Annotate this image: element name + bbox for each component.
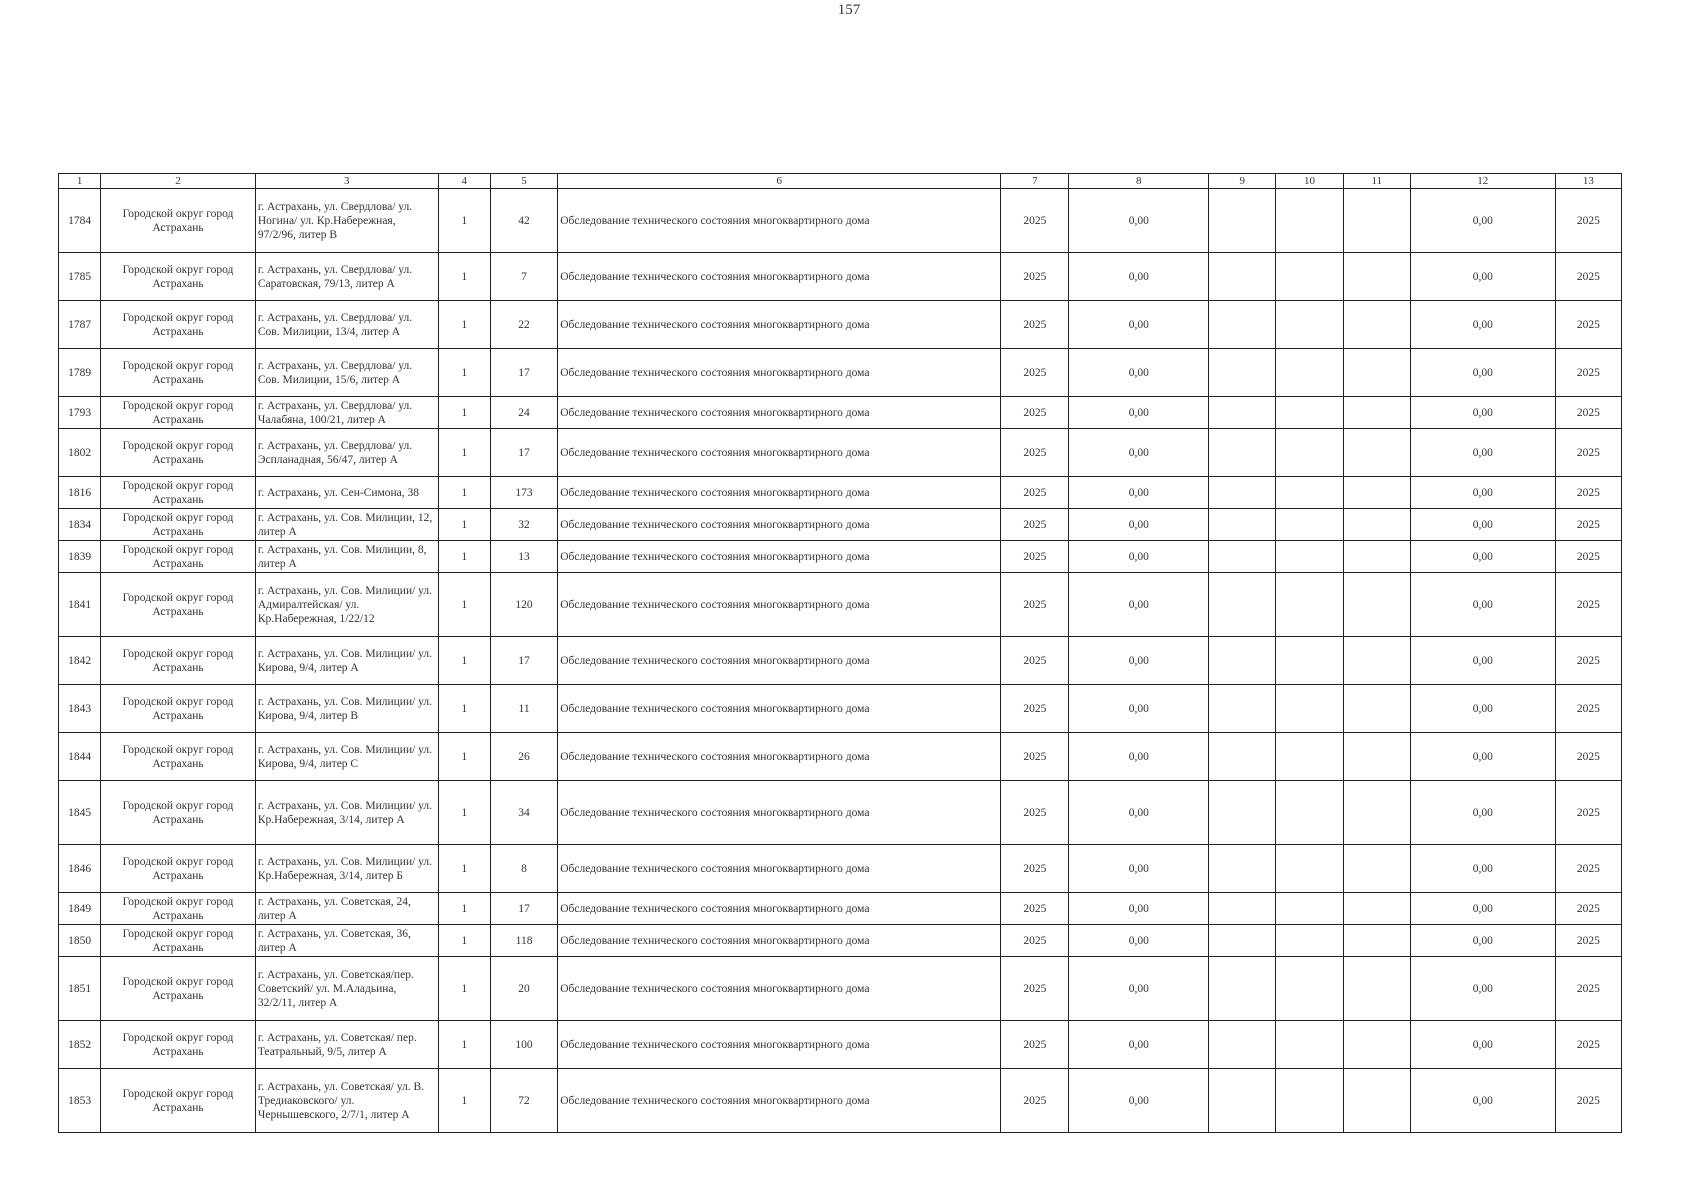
- column-header: 2: [101, 174, 256, 189]
- column-5-cell: 24: [490, 397, 557, 429]
- work-type-cell: Обследование технического состояния многоквартирного дома: [558, 733, 1001, 781]
- column-9-cell: [1209, 893, 1276, 925]
- column-header: 7: [1001, 174, 1069, 189]
- work-type-cell: Обследование технического состояния многоквартирного дома: [558, 893, 1001, 925]
- column-12-cell: 0,00: [1410, 509, 1555, 541]
- column-9-cell: [1209, 253, 1276, 301]
- column-9-cell: [1209, 477, 1276, 509]
- address-cell: г. Астрахань, ул. Сен-Симона, 38: [255, 477, 438, 509]
- column-7-cell: 2025: [1001, 845, 1069, 893]
- municipality-cell: Городской округ город Астрахань: [101, 477, 256, 509]
- table-row: [59, 685, 1622, 733]
- column-11-cell: [1343, 189, 1410, 253]
- column-11-cell: [1343, 637, 1410, 685]
- municipality-cell: Городской округ город Астрахань: [101, 301, 256, 349]
- work-type-cell: Обследование технического состояния многоквартирного дома: [558, 477, 1001, 509]
- table-row: [59, 397, 1622, 429]
- column-12-cell: 0,00: [1410, 477, 1555, 509]
- column-11-cell: [1343, 397, 1410, 429]
- work-type-cell: Обследование технического состояния многоквартирного дома: [558, 189, 1001, 253]
- work-type-cell: Обследование технического состояния многоквартирного дома: [558, 397, 1001, 429]
- column-header: 6: [558, 174, 1001, 189]
- column-4-cell: 1: [438, 573, 490, 637]
- work-type-cell: Обследование технического состояния многоквартирного дома: [558, 509, 1001, 541]
- address-cell: г. Астрахань, ул. Сов. Милиции/ ул. Кирова, 9/4, литер А: [255, 637, 438, 685]
- address-cell: г. Астрахань, ул. Сов. Милиции, 8, литер А: [255, 541, 438, 573]
- column-10-cell: [1276, 637, 1343, 685]
- column-4-cell: 1: [438, 429, 490, 477]
- column-4-cell: 1: [438, 477, 490, 509]
- address-cell: г. Астрахань, ул. Советская/пер. Советский/ ул. М.Аладьина, 32/2/11, литер А: [255, 957, 438, 1021]
- row-number-cell: 1784: [59, 189, 101, 253]
- column-8-cell: 0,00: [1069, 957, 1209, 1021]
- table-row: [59, 573, 1622, 637]
- column-13-cell: 2025: [1555, 637, 1621, 685]
- column-8-cell: 0,00: [1069, 1021, 1209, 1069]
- column-header: 3: [255, 174, 438, 189]
- column-5-cell: 17: [490, 893, 557, 925]
- column-13-cell: 2025: [1555, 509, 1621, 541]
- row-number-cell: 1849: [59, 893, 101, 925]
- column-12-cell: 0,00: [1410, 1069, 1555, 1133]
- work-type-cell: Обследование технического состояния многоквартирного дома: [558, 685, 1001, 733]
- column-12-cell: 0,00: [1410, 189, 1555, 253]
- column-9-cell: [1209, 349, 1276, 397]
- column-7-cell: 2025: [1001, 477, 1069, 509]
- row-number-cell: 1802: [59, 429, 101, 477]
- column-8-cell: 0,00: [1069, 685, 1209, 733]
- column-5-cell: 17: [490, 637, 557, 685]
- municipality-cell: Городской округ город Астрахань: [101, 893, 256, 925]
- column-8-cell: 0,00: [1069, 509, 1209, 541]
- table-row: [59, 957, 1622, 1021]
- address-cell: г. Астрахань, ул. Свердлова/ ул. Эспланадная, 56/47, литер А: [255, 429, 438, 477]
- row-number-cell: 1789: [59, 349, 101, 397]
- column-4-cell: 1: [438, 733, 490, 781]
- column-5-cell: 34: [490, 781, 557, 845]
- column-9-cell: [1209, 573, 1276, 637]
- table-row: [59, 845, 1622, 893]
- column-4-cell: 1: [438, 1021, 490, 1069]
- column-9-cell: [1209, 781, 1276, 845]
- column-4-cell: 1: [438, 637, 490, 685]
- row-number-cell: 1852: [59, 1021, 101, 1069]
- column-header: 1: [59, 174, 101, 189]
- work-type-cell: Обследование технического состояния многоквартирного дома: [558, 781, 1001, 845]
- column-13-cell: 2025: [1555, 893, 1621, 925]
- column-10-cell: [1276, 429, 1343, 477]
- column-9-cell: [1209, 1069, 1276, 1133]
- column-header: 5: [490, 174, 557, 189]
- column-4-cell: 1: [438, 541, 490, 573]
- column-7-cell: 2025: [1001, 573, 1069, 637]
- column-12-cell: 0,00: [1410, 349, 1555, 397]
- municipality-cell: Городской округ город Астрахань: [101, 957, 256, 1021]
- column-5-cell: 22: [490, 301, 557, 349]
- row-number-cell: 1844: [59, 733, 101, 781]
- column-9-cell: [1209, 429, 1276, 477]
- column-12-cell: 0,00: [1410, 685, 1555, 733]
- column-5-cell: 42: [490, 189, 557, 253]
- address-cell: г. Астрахань, ул. Свердлова/ ул. Саратовская, 79/13, литер А: [255, 253, 438, 301]
- municipality-cell: Городской округ город Астрахань: [101, 349, 256, 397]
- table-row: [59, 733, 1622, 781]
- row-number-cell: 1851: [59, 957, 101, 1021]
- column-4-cell: 1: [438, 509, 490, 541]
- column-header: 8: [1069, 174, 1209, 189]
- column-10-cell: [1276, 1069, 1343, 1133]
- work-type-cell: Обследование технического состояния многоквартирного дома: [558, 1021, 1001, 1069]
- municipality-cell: Городской округ город Астрахань: [101, 397, 256, 429]
- column-12-cell: 0,00: [1410, 637, 1555, 685]
- column-4-cell: 1: [438, 301, 490, 349]
- table-row: [59, 477, 1622, 509]
- column-5-cell: 13: [490, 541, 557, 573]
- row-number-cell: 1843: [59, 685, 101, 733]
- column-4-cell: 1: [438, 957, 490, 1021]
- table-body: [59, 189, 1622, 1133]
- column-8-cell: 0,00: [1069, 253, 1209, 301]
- column-4-cell: 1: [438, 1069, 490, 1133]
- column-11-cell: [1343, 1021, 1410, 1069]
- column-12-cell: 0,00: [1410, 541, 1555, 573]
- column-10-cell: [1276, 781, 1343, 845]
- column-8-cell: 0,00: [1069, 301, 1209, 349]
- address-cell: г. Астрахань, ул. Советская/ пер. Театральный, 9/5, литер А: [255, 1021, 438, 1069]
- column-9-cell: [1209, 685, 1276, 733]
- column-8-cell: 0,00: [1069, 925, 1209, 957]
- address-cell: г. Астрахань, ул. Сов. Милиции, 12, литер А: [255, 509, 438, 541]
- column-13-cell: 2025: [1555, 925, 1621, 957]
- column-11-cell: [1343, 429, 1410, 477]
- column-9-cell: [1209, 397, 1276, 429]
- column-12-cell: 0,00: [1410, 925, 1555, 957]
- column-header: 12: [1410, 174, 1555, 189]
- column-13-cell: 2025: [1555, 253, 1621, 301]
- column-10-cell: [1276, 301, 1343, 349]
- address-cell: г. Астрахань, ул. Сов. Милиции/ ул. Адмиралтейская/ ул. Кр.Набережная, 1/22/12: [255, 573, 438, 637]
- column-7-cell: 2025: [1001, 957, 1069, 1021]
- column-8-cell: 0,00: [1069, 541, 1209, 573]
- column-4-cell: 1: [438, 397, 490, 429]
- column-7-cell: 2025: [1001, 509, 1069, 541]
- column-12-cell: 0,00: [1410, 781, 1555, 845]
- column-13-cell: 2025: [1555, 957, 1621, 1021]
- column-13-cell: 2025: [1555, 397, 1621, 429]
- table-row: [59, 637, 1622, 685]
- column-5-cell: 7: [490, 253, 557, 301]
- column-7-cell: 2025: [1001, 1021, 1069, 1069]
- address-cell: г. Астрахань, ул. Сов. Милиции/ ул. Кирова, 9/4, литер С: [255, 733, 438, 781]
- column-7-cell: 2025: [1001, 189, 1069, 253]
- column-5-cell: 100: [490, 1021, 557, 1069]
- column-11-cell: [1343, 957, 1410, 1021]
- column-5-cell: 17: [490, 429, 557, 477]
- column-4-cell: 1: [438, 925, 490, 957]
- column-12-cell: 0,00: [1410, 1021, 1555, 1069]
- column-11-cell: [1343, 893, 1410, 925]
- work-type-cell: Обследование технического состояния многоквартирного дома: [558, 253, 1001, 301]
- municipality-cell: Городской округ город Астрахань: [101, 541, 256, 573]
- header-row: [59, 174, 1622, 189]
- column-11-cell: [1343, 349, 1410, 397]
- column-13-cell: 2025: [1555, 429, 1621, 477]
- column-10-cell: [1276, 349, 1343, 397]
- row-number-cell: 1793: [59, 397, 101, 429]
- column-11-cell: [1343, 253, 1410, 301]
- municipality-cell: Городской округ город Астрахань: [101, 781, 256, 845]
- column-11-cell: [1343, 733, 1410, 781]
- row-number-cell: 1785: [59, 253, 101, 301]
- column-11-cell: [1343, 845, 1410, 893]
- column-13-cell: 2025: [1555, 733, 1621, 781]
- column-9-cell: [1209, 845, 1276, 893]
- registry-table: [58, 173, 1622, 1133]
- column-10-cell: [1276, 925, 1343, 957]
- column-7-cell: 2025: [1001, 397, 1069, 429]
- address-cell: г. Астрахань, ул. Сов. Милиции/ ул. Кирова, 9/4, литер В: [255, 685, 438, 733]
- row-number-cell: 1842: [59, 637, 101, 685]
- municipality-cell: Городской округ город Астрахань: [101, 509, 256, 541]
- column-7-cell: 2025: [1001, 637, 1069, 685]
- column-13-cell: 2025: [1555, 477, 1621, 509]
- table-row: [59, 253, 1622, 301]
- work-type-cell: Обследование технического состояния многоквартирного дома: [558, 349, 1001, 397]
- table-row: [59, 1069, 1622, 1133]
- column-8-cell: 0,00: [1069, 893, 1209, 925]
- municipality-cell: Городской округ город Астрахань: [101, 733, 256, 781]
- municipality-cell: Городской округ город Астрахань: [101, 429, 256, 477]
- address-cell: г. Астрахань, ул. Свердлова/ ул. Чалабяна, 100/21, литер А: [255, 397, 438, 429]
- column-10-cell: [1276, 541, 1343, 573]
- column-header: 10: [1276, 174, 1343, 189]
- municipality-cell: Городской округ город Астрахань: [101, 685, 256, 733]
- column-5-cell: 173: [490, 477, 557, 509]
- column-10-cell: [1276, 509, 1343, 541]
- address-cell: г. Астрахань, ул. Советская, 24, литер А: [255, 893, 438, 925]
- column-5-cell: 32: [490, 509, 557, 541]
- column-12-cell: 0,00: [1410, 397, 1555, 429]
- column-12-cell: 0,00: [1410, 957, 1555, 1021]
- column-7-cell: 2025: [1001, 893, 1069, 925]
- column-10-cell: [1276, 573, 1343, 637]
- municipality-cell: Городской округ город Астрахань: [101, 573, 256, 637]
- column-5-cell: 26: [490, 733, 557, 781]
- table-row: [59, 541, 1622, 573]
- row-number-cell: 1850: [59, 925, 101, 957]
- municipality-cell: Городской округ город Астрахань: [101, 189, 256, 253]
- table-row: [59, 893, 1622, 925]
- address-cell: г. Астрахань, ул. Советская/ ул. В. Тредиаковского/ ул. Чернышевского, 2/7/1, литер А: [255, 1069, 438, 1133]
- column-10-cell: [1276, 685, 1343, 733]
- column-12-cell: 0,00: [1410, 429, 1555, 477]
- column-9-cell: [1209, 925, 1276, 957]
- table-row: [59, 1021, 1622, 1069]
- column-7-cell: 2025: [1001, 429, 1069, 477]
- table-row: [59, 781, 1622, 845]
- column-7-cell: 2025: [1001, 781, 1069, 845]
- row-number-cell: 1834: [59, 509, 101, 541]
- row-number-cell: 1787: [59, 301, 101, 349]
- column-12-cell: 0,00: [1410, 253, 1555, 301]
- column-13-cell: 2025: [1555, 1069, 1621, 1133]
- column-header: 11: [1343, 174, 1410, 189]
- column-7-cell: 2025: [1001, 685, 1069, 733]
- row-number-cell: 1841: [59, 573, 101, 637]
- column-10-cell: [1276, 957, 1343, 1021]
- column-8-cell: 0,00: [1069, 189, 1209, 253]
- column-10-cell: [1276, 189, 1343, 253]
- column-5-cell: 118: [490, 925, 557, 957]
- column-10-cell: [1276, 845, 1343, 893]
- column-9-cell: [1209, 1021, 1276, 1069]
- column-7-cell: 2025: [1001, 253, 1069, 301]
- work-type-cell: Обследование технического состояния многоквартирного дома: [558, 925, 1001, 957]
- row-number-cell: 1853: [59, 1069, 101, 1133]
- municipality-cell: Городской округ город Астрахань: [101, 637, 256, 685]
- column-13-cell: 2025: [1555, 349, 1621, 397]
- work-type-cell: Обследование технического состояния многоквартирного дома: [558, 429, 1001, 477]
- column-11-cell: [1343, 573, 1410, 637]
- column-header: 4: [438, 174, 490, 189]
- column-11-cell: [1343, 509, 1410, 541]
- municipality-cell: Городской округ город Астрахань: [101, 253, 256, 301]
- column-9-cell: [1209, 637, 1276, 685]
- table-row: [59, 429, 1622, 477]
- column-header: 9: [1209, 174, 1276, 189]
- column-8-cell: 0,00: [1069, 781, 1209, 845]
- row-number-cell: 1816: [59, 477, 101, 509]
- column-8-cell: 0,00: [1069, 477, 1209, 509]
- column-11-cell: [1343, 1069, 1410, 1133]
- work-type-cell: Обследование технического состояния многоквартирного дома: [558, 541, 1001, 573]
- column-4-cell: 1: [438, 253, 490, 301]
- column-8-cell: 0,00: [1069, 733, 1209, 781]
- row-number-cell: 1845: [59, 781, 101, 845]
- municipality-cell: Городской округ город Астрахань: [101, 1069, 256, 1133]
- column-10-cell: [1276, 397, 1343, 429]
- work-type-cell: Обследование технического состояния многоквартирного дома: [558, 637, 1001, 685]
- column-9-cell: [1209, 189, 1276, 253]
- column-5-cell: 17: [490, 349, 557, 397]
- municipality-cell: Городской округ город Астрахань: [101, 925, 256, 957]
- column-8-cell: 0,00: [1069, 1069, 1209, 1133]
- column-5-cell: 11: [490, 685, 557, 733]
- page-number: 157: [837, 2, 861, 18]
- column-11-cell: [1343, 541, 1410, 573]
- address-cell: г. Астрахань, ул. Свердлова/ ул. Сов. Милиции, 13/4, литер А: [255, 301, 438, 349]
- column-5-cell: 20: [490, 957, 557, 1021]
- column-4-cell: 1: [438, 781, 490, 845]
- address-cell: г. Астрахань, ул. Свердлова/ ул. Ногина/ ул. Кр.Набережная, 97/2/96, литер В: [255, 189, 438, 253]
- table-row: [59, 349, 1622, 397]
- municipality-cell: Городской округ город Астрахань: [101, 1021, 256, 1069]
- row-number-cell: 1846: [59, 845, 101, 893]
- column-11-cell: [1343, 685, 1410, 733]
- column-11-cell: [1343, 781, 1410, 845]
- column-10-cell: [1276, 893, 1343, 925]
- address-cell: г. Астрахань, ул. Свердлова/ ул. Сов. Милиции, 15/6, литер А: [255, 349, 438, 397]
- column-8-cell: 0,00: [1069, 845, 1209, 893]
- column-10-cell: [1276, 1021, 1343, 1069]
- column-9-cell: [1209, 301, 1276, 349]
- address-cell: г. Астрахань, ул. Советская, 36, литер А: [255, 925, 438, 957]
- work-type-cell: Обследование технического состояния многоквартирного дома: [558, 573, 1001, 637]
- column-10-cell: [1276, 477, 1343, 509]
- column-7-cell: 2025: [1001, 349, 1069, 397]
- column-7-cell: 2025: [1001, 301, 1069, 349]
- address-cell: г. Астрахань, ул. Сов. Милиции/ ул. Кр.Набережная, 3/14, литер Б: [255, 845, 438, 893]
- work-type-cell: Обследование технического состояния многоквартирного дома: [558, 957, 1001, 1021]
- work-type-cell: Обследование технического состояния многоквартирного дома: [558, 845, 1001, 893]
- column-4-cell: 1: [438, 349, 490, 397]
- column-13-cell: 2025: [1555, 541, 1621, 573]
- address-cell: г. Астрахань, ул. Сов. Милиции/ ул. Кр.Набережная, 3/14, литер А: [255, 781, 438, 845]
- column-8-cell: 0,00: [1069, 397, 1209, 429]
- column-7-cell: 2025: [1001, 541, 1069, 573]
- column-12-cell: 0,00: [1410, 301, 1555, 349]
- column-4-cell: 1: [438, 893, 490, 925]
- column-5-cell: 120: [490, 573, 557, 637]
- column-12-cell: 0,00: [1410, 893, 1555, 925]
- column-7-cell: 2025: [1001, 925, 1069, 957]
- column-5-cell: 8: [490, 845, 557, 893]
- table-row: [59, 301, 1622, 349]
- column-7-cell: 2025: [1001, 1069, 1069, 1133]
- municipality-cell: Городской округ город Астрахань: [101, 845, 256, 893]
- column-4-cell: 1: [438, 685, 490, 733]
- column-5-cell: 72: [490, 1069, 557, 1133]
- column-13-cell: 2025: [1555, 1021, 1621, 1069]
- column-12-cell: 0,00: [1410, 733, 1555, 781]
- column-13-cell: 2025: [1555, 685, 1621, 733]
- column-8-cell: 0,00: [1069, 637, 1209, 685]
- column-12-cell: 0,00: [1410, 573, 1555, 637]
- column-8-cell: 0,00: [1069, 429, 1209, 477]
- column-13-cell: 2025: [1555, 845, 1621, 893]
- work-type-cell: Обследование технического состояния многоквартирного дома: [558, 1069, 1001, 1133]
- column-13-cell: 2025: [1555, 781, 1621, 845]
- column-13-cell: 2025: [1555, 189, 1621, 253]
- column-13-cell: 2025: [1555, 573, 1621, 637]
- table-row: [59, 189, 1622, 253]
- column-11-cell: [1343, 477, 1410, 509]
- column-13-cell: 2025: [1555, 301, 1621, 349]
- column-10-cell: [1276, 733, 1343, 781]
- column-9-cell: [1209, 733, 1276, 781]
- work-type-cell: Обследование технического состояния многоквартирного дома: [558, 301, 1001, 349]
- column-11-cell: [1343, 301, 1410, 349]
- column-9-cell: [1209, 541, 1276, 573]
- table-row: [59, 509, 1622, 541]
- row-number-cell: 1839: [59, 541, 101, 573]
- column-10-cell: [1276, 253, 1343, 301]
- column-8-cell: 0,00: [1069, 349, 1209, 397]
- column-4-cell: 1: [438, 189, 490, 253]
- column-7-cell: 2025: [1001, 733, 1069, 781]
- column-8-cell: 0,00: [1069, 573, 1209, 637]
- column-4-cell: 1: [438, 845, 490, 893]
- column-9-cell: [1209, 957, 1276, 1021]
- column-header: 13: [1555, 174, 1621, 189]
- table-row: [59, 925, 1622, 957]
- column-12-cell: 0,00: [1410, 845, 1555, 893]
- column-9-cell: [1209, 509, 1276, 541]
- column-11-cell: [1343, 925, 1410, 957]
